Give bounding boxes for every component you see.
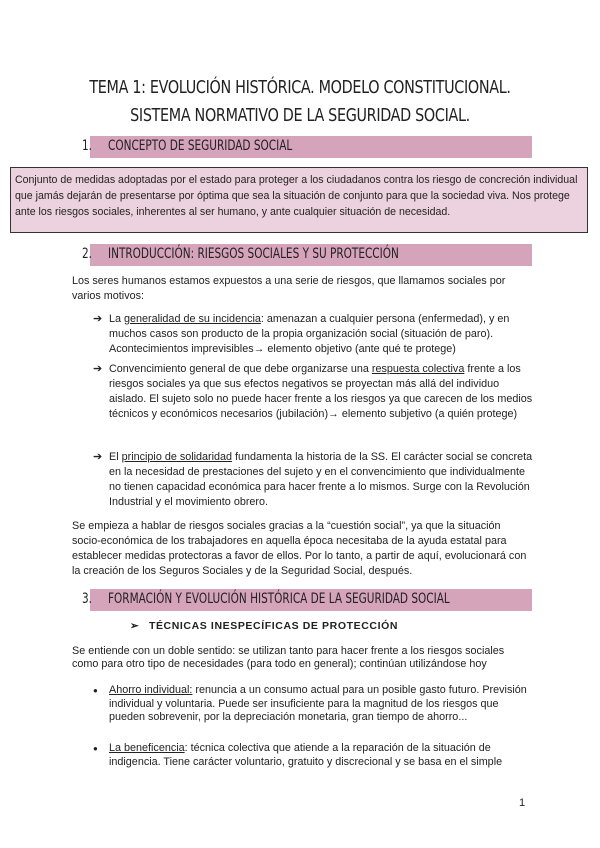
item-text: : técnica colectiva que atiende a la reparación de la situación de indigencia. Tiene carácter voluntario, gratuito y discrecional y se basa en el simple <box>109 742 503 768</box>
item-text: : amenazan a cualquier persona (enfermedad), y en muchos casos son producto de la propia organización social (situación de paro). Acontecimientos imprevisibles→ elemento objetivo (ante qué te protege) <box>109 313 510 355</box>
subheading-text: TÉCNICAS INESPECÍFICAS DE PROTECCIÓN <box>148 620 399 632</box>
bullet-list-item <box>93 742 533 769</box>
bullet-dot-icon: ● <box>93 744 98 753</box>
item-text: El <box>109 451 122 463</box>
item-text: frente a los riesgos sociales ya que sus efectos negativos se proyectan más allá del individuo aislado. El sujeto solo no puede hacer frente a los riesgos ya que carecen de los medios técnicos y económicos necesarios (jubilación)→ elemento subjetivo (a quién protege) <box>109 363 533 420</box>
document-title: TEMA 1: EVOLUCIÓN HISTÓRICA. MODELO CONSTITUCIONAL. SISTEMA NORMATIVO DE LA SEGURIDAD SOCIAL. <box>89 78 511 126</box>
item-text: Convencimiento general de que debe organizarse una <box>109 363 372 375</box>
page-number: 1 <box>519 797 526 809</box>
arrowhead-bullet-icon: ➢ <box>130 620 140 632</box>
subheading <box>130 620 398 632</box>
item-text: fundamenta la historia de la SS. El carácter social se concreta en la necesidad de prestaciones del sujeto y en el convencimiento que individualmente no tienen capacidad económica para hacer frente a lo mismos. Surge con la Revolución Industrial y el movimiento obrero. <box>109 451 533 508</box>
item-keyword: respuesta colectiva <box>371 363 465 375</box>
section-3-number: 3. <box>82 591 93 607</box>
item-keyword: La beneficencia <box>109 742 185 754</box>
arrow-list-item <box>93 312 533 357</box>
section-1-number: 1. <box>82 138 93 154</box>
social-question-paragraph: Se empieza a hablar de riesgos sociales gracias a la “cuestión social”, ya que la situación socio-económica de los trabajadores en aquella época necesitaba de la ayuda estatal para establecer medidas protectoras a favor de ellos. Por lo tanto, a partir de aquí, evolucionará con la creación de los Seguros Sociales y de la Seguridad Social, después. <box>72 520 527 577</box>
section-3-heading: FORMACIÓN Y EVOLUCIÓN HISTÓRICA DE LA SEGURIDAD SOCIAL <box>108 591 450 607</box>
section-2-number: 2. <box>82 246 93 262</box>
arrow-bullet-icon: ➔ <box>93 363 103 375</box>
item-text: La <box>109 313 125 325</box>
arrow-list-item <box>93 450 533 510</box>
intro-paragraph: Los seres humanos estamos expuestos a una serie de riesgos, que llamamos sociales por varios motivos: <box>72 275 506 302</box>
techniques-paragraph: Se entiende con un doble sentido: se utilizan tanto para hacer frente a los riesgos sociales como para otro tipo de necesidades (para todo en general); continúan utilizándose hoy <box>72 645 505 670</box>
item-text: renuncia a un consumo actual para un posible gasto futuro. Previsión individual y voluntaria. Puede ser insuficiente para la magnitud de los riesgos que pueden sobrevenir, por la depreciación monetaria, gran tiempo de ahorro... <box>109 684 527 723</box>
arrow-list-item <box>93 362 533 422</box>
definition-box: Conjunto de medidas adoptadas por el estado para proteger a los ciudadanos contra los riesgo de concreción individual que jamás dejarán de presentarse por óptima que sea la situación de conjunto para que la sociedad viva. Nos protege ante los riesgos sociales, inherentes al ser humano, y ante cualquier situación de necesidad. <box>10 167 588 233</box>
section-1-heading: CONCEPTO DE SEGURIDAD SOCIAL <box>108 138 293 154</box>
item-keyword: generalidad de su incidencia <box>124 313 261 325</box>
bullet-list-item <box>93 684 533 725</box>
item-keyword: principio de solidaridad <box>121 451 233 463</box>
section-2-heading: INTRODUCCIÓN: RIESGOS SOCIALES Y SU PROTECCIÓN <box>108 246 399 262</box>
arrow-bullet-icon: ➔ <box>93 451 103 463</box>
arrow-bullet-icon: ➔ <box>93 313 103 325</box>
bullet-dot-icon: ● <box>93 686 98 695</box>
item-keyword: Ahorro individual: <box>109 684 193 696</box>
